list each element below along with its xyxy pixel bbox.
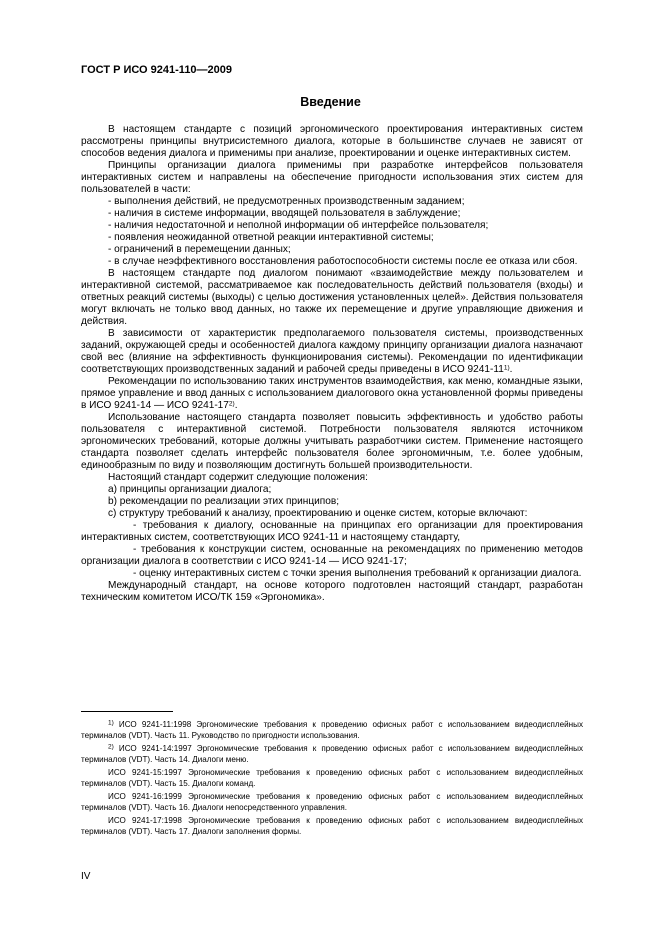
footnote xyxy=(81,719,583,741)
footnote: ИСО 9241-16:1999 Эргономические требования к проведению офисных работ с использованием видеодисплейных терминалов (VDT). Часть 16. Диалоги непосредственного управления. xyxy=(81,792,583,812)
paragraph: Настоящий стандарт содержит следующие положения: xyxy=(108,472,368,483)
footnote-text: ИСО 9241-11:1998 Эргономические требования к проведению офисных работ с использованием видеодисплейных терминалов (VDT). Часть 11. Руководство по пригодности использования. xyxy=(81,720,583,740)
paragraph: Использование настоящего стандарта позволяет повысить эффективность и удобство работы пользователя с интерактивной системой. Потребности пользователя являются источником эргономических требований, которые должны учитывать разработчики систем. Применение настоящего стандарта позволяет сделать интерфейс пользователя более эргономичным, т.е. более удобным, единообразным по виду и позволяющим достигнуть большей производительности. xyxy=(81,412,583,471)
list-item: - выполнения действий, не предусмотренных производственным заданием; xyxy=(108,196,465,207)
list-item: b) рекомендации по реализации этих принципов; xyxy=(108,496,339,507)
footnote-mark: 1) xyxy=(108,719,114,727)
footnote-ref: 1) xyxy=(503,364,510,372)
footnote-ref: 2) xyxy=(228,400,235,408)
footnote-text: ИСО 9241-14:1997 Эргономические требования к проведению офисных работ с использованием видеодисплейных терминалов (VDT). Часть 14. Диалоги меню. xyxy=(81,744,584,764)
paragraph-text: Рекомендации по использованию таких инструментов взаимодействия, как меню, командные языки, прямое управление и ввод данных с использованием диалогового окна установленной формы приведены в ИСО 9241-14 — ИСО 9241-17 xyxy=(81,376,583,411)
list-item: a) принципы организации диалога; xyxy=(108,484,272,495)
paragraph xyxy=(81,376,583,412)
paragraph-text: В зависимости от характеристик предполагаемого пользователя системы, производственных заданий, окружающей среды и особенностей диалога каждому принципу организации диалога назначают свой вес (влияние на эффективность функционирования системы). Рекомендации по идентификации соответствующих производственных заданий и рабочей среды приведены в ИСО 9241-11 xyxy=(81,328,583,375)
list-item: c) структуру требований к анализу, проектированию и оценке систем, которые включают: xyxy=(108,508,528,519)
introduction-body xyxy=(81,124,583,604)
footnote-mark: 2) xyxy=(108,743,114,751)
paragraph: В настоящем стандарте под диалогом понимают «взаимодействие между пользователем и интерактивной системой, рассматриваемое как последовательность действий пользователя (входы) и ответных реакций системы (выходы) с целью достижения установленных целей». Действия пользователя могут включать не только ввод данных, но также их перемещение и другие управляющие движения и действия. xyxy=(81,268,583,327)
sub-list-item: - оценку интерактивных систем с точки зрения выполнения требований к организации диалога. xyxy=(133,568,582,579)
sub-list-item: - требования к диалогу, основанные на принципах его организации для проектирования интерактивных систем, соответствующих ИСО 9241-11 и настоящему стандарту, xyxy=(81,520,583,543)
list-item: - появления неожиданной ответной реакции интерактивной системы; xyxy=(108,232,434,243)
paragraph: Международный стандарт, на основе которого подготовлен настоящий стандарт, разработан техническим комитетом ИСО/ТК 159 «Эргономика». xyxy=(81,580,583,603)
list-item: - ограничений в перемещении данных; xyxy=(108,244,291,255)
sub-list-item: - требования к конструкции систем, основанные на рекомендациях по применению методов организации диалога в соответствии с ИСО 9241-14 — ИСО 9241-17; xyxy=(81,544,583,567)
footnote xyxy=(81,743,583,765)
paragraph-end: . xyxy=(509,364,513,375)
footnote-divider xyxy=(81,711,173,712)
footnote: ИСО 9241-15:1997 Эргономические требования к проведению офисных работ с использованием видеодисплейных терминалов (VDT). Часть 15. Диалоги команд. xyxy=(81,768,583,788)
section-title: Введение xyxy=(300,95,361,109)
list-item: - наличия недостаточной и неполной информации об интерфейсе пользователя; xyxy=(108,220,489,231)
page-number: IV xyxy=(81,871,91,882)
footnotes xyxy=(81,719,583,839)
list-item: - в случае неэффективного восстановления работоспособности системы после ее отказа или сбоя. xyxy=(108,256,578,267)
list-item: - наличия в системе информации, вводящей пользователя в заблуждение; xyxy=(108,208,461,219)
paragraph: В настоящем стандарте с позиций эргономического проектирования интерактивных систем рассмотрены принципы внутрисистемного диалога, которые в большинстве случаев не зависят от способов ведения диалога и применимы при анализе, проектировании и оценке интерактивных систем. xyxy=(81,124,583,159)
footnote: ИСО 9241-17:1998 Эргономические требования к проведению офисных работ с использованием видеодисплейных терминалов (VDT). Часть 17. Диалоги заполнения формы. xyxy=(81,816,583,836)
paragraph-end: . xyxy=(234,400,238,411)
paragraph: Принципы организации диалога применимы при разработке интерфейсов пользователя интерактивных систем и направлены на обеспечение пригодности использования этих систем для пользователей в части: xyxy=(81,160,583,195)
standard-header: ГОСТ Р ИСО 9241-110—2009 xyxy=(81,64,233,76)
paragraph xyxy=(81,328,583,376)
